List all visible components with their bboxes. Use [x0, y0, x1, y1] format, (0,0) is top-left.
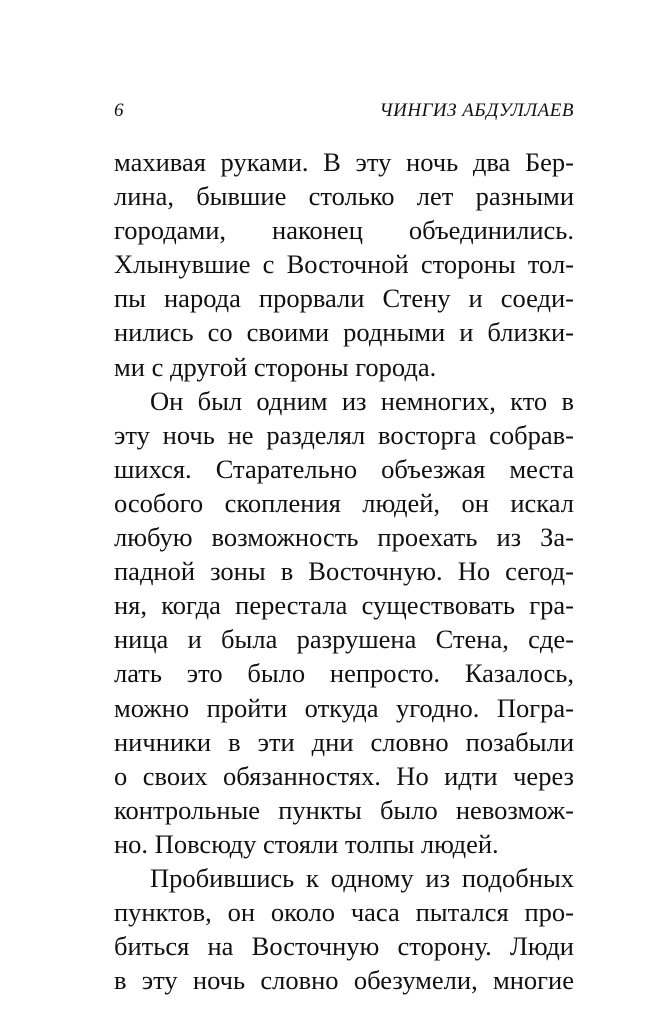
- text-line: в эту ночь словно обезумели, многие: [114, 965, 574, 996]
- text-line: Пробившись к одному из подобных: [150, 862, 574, 893]
- text-line: контрольные пункты было невозмож-: [114, 794, 574, 825]
- text-line: можно пройти откуда угодно. Погра-: [114, 692, 574, 723]
- text-line: биться на Восточную сторону. Люди: [114, 931, 574, 962]
- text-line: любую возможность проехать из За-: [114, 522, 574, 553]
- text-line: пунктов, он около часа пытался про-: [114, 897, 574, 928]
- text-line: эту ночь не разделял восторга собрав-: [114, 419, 574, 450]
- text-line: ница и была разрушена Стена, сде-: [114, 624, 574, 655]
- text-line: ня, когда перестала существовать гра-: [114, 590, 574, 621]
- text-line: пы народа прорвали Стену и соеди-: [114, 283, 574, 314]
- text-line: Он был одним из немногих, кто в: [150, 385, 574, 416]
- text-line: городами, наконец объединились.: [114, 215, 574, 246]
- text-line: но. Повсюду стояли толпы людей.: [114, 828, 499, 859]
- running-head: [114, 98, 574, 124]
- body-text: [114, 145, 574, 997]
- text-line: о своих обязанностях. Но идти через: [114, 760, 574, 791]
- page-number: 6: [114, 100, 124, 121]
- text-line: шихся. Старательно объезжая места: [114, 453, 574, 484]
- text-line: махивая руками. В эту ночь два Бер-: [114, 147, 574, 177]
- text-line: лина, бывшие столько лет разными: [114, 181, 574, 212]
- running-head-author: ЧИНГИЗ АБДУЛЛАЕВ: [379, 100, 574, 121]
- text-line: лать это было непросто. Казалось,: [114, 658, 574, 689]
- text-line: ничники в эти дни словно позабыли: [114, 726, 574, 757]
- text-line: особого скопления людей, он искал: [114, 487, 574, 518]
- text-line: Хлынувшие с Восточной стороны тол-: [114, 249, 574, 280]
- text-line: нились со своими родными и близки-: [114, 317, 574, 348]
- text-line: падной зоны в Восточную. Но сегод-: [114, 556, 574, 587]
- text-line: ми с другой стороны города.: [114, 351, 437, 382]
